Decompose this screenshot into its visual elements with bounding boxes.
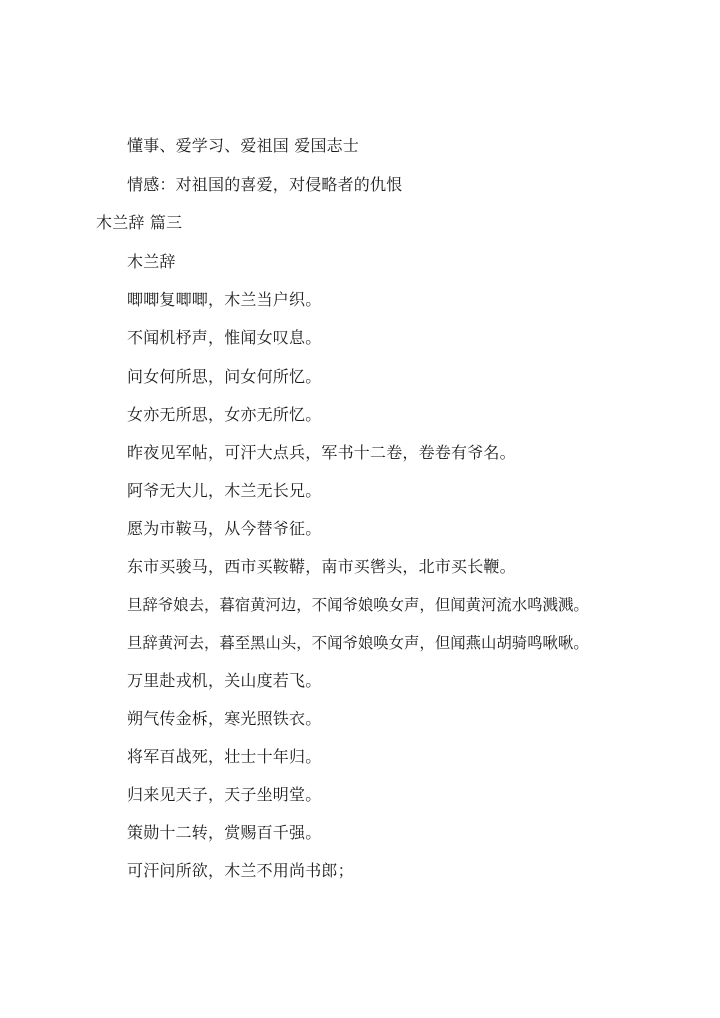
- poem-line: 朔气传金柝，寒光照铁衣。: [127, 709, 322, 728]
- poem-line: 万里赴戎机，关山度若飞。: [127, 671, 322, 690]
- poem-line: 可汗问所欲，木兰不用尚书郎；: [127, 861, 354, 880]
- intro-line-2: 情感：对祖国的喜爱，对侵略者的仇恨: [127, 175, 403, 194]
- poem-line: 归来见天子，天子坐明堂。: [127, 785, 322, 804]
- poem-line: 昨夜见军帖，可汗大点兵，军书十二卷，卷卷有爷名。: [127, 443, 516, 462]
- poem-line: 不闻机杼声，惟闻女叹息。: [127, 328, 322, 347]
- poem-line: 旦辞黄河去，暮至黑山头，不闻爷娘唤女声，但闻燕山胡骑鸣啾啾。: [127, 634, 589, 652]
- poem-line: 将军百战死，壮士十年归。: [127, 747, 322, 766]
- poem-line: 唧唧复唧唧，木兰当户织。: [127, 290, 322, 309]
- section-heading: 木兰辞 篇三: [96, 213, 183, 232]
- poem-line: 阿爷无大儿，木兰无长兄。: [127, 481, 322, 500]
- poem-title: 木兰辞: [127, 252, 176, 271]
- poem-line: 女亦无所思，女亦无所忆。: [127, 405, 322, 424]
- poem-line: 东市买骏马，西市买鞍鞯，南市买辔头，北市买长鞭。: [127, 557, 516, 576]
- poem-line: 愿为市鞍马，从今替爷征。: [127, 519, 322, 538]
- intro-line-1: 懂事、爱学习、爱祖国 爱国志士: [127, 136, 360, 155]
- poem-line: 旦辞爷娘去，暮宿黄河边，不闻爷娘唤女声，但闻黄河流水鸣溅溅。: [127, 596, 589, 614]
- poem-line: 策勋十二转，赏赐百千强。: [127, 823, 322, 842]
- poem-line: 问女何所思，问女何所忆。: [127, 367, 322, 386]
